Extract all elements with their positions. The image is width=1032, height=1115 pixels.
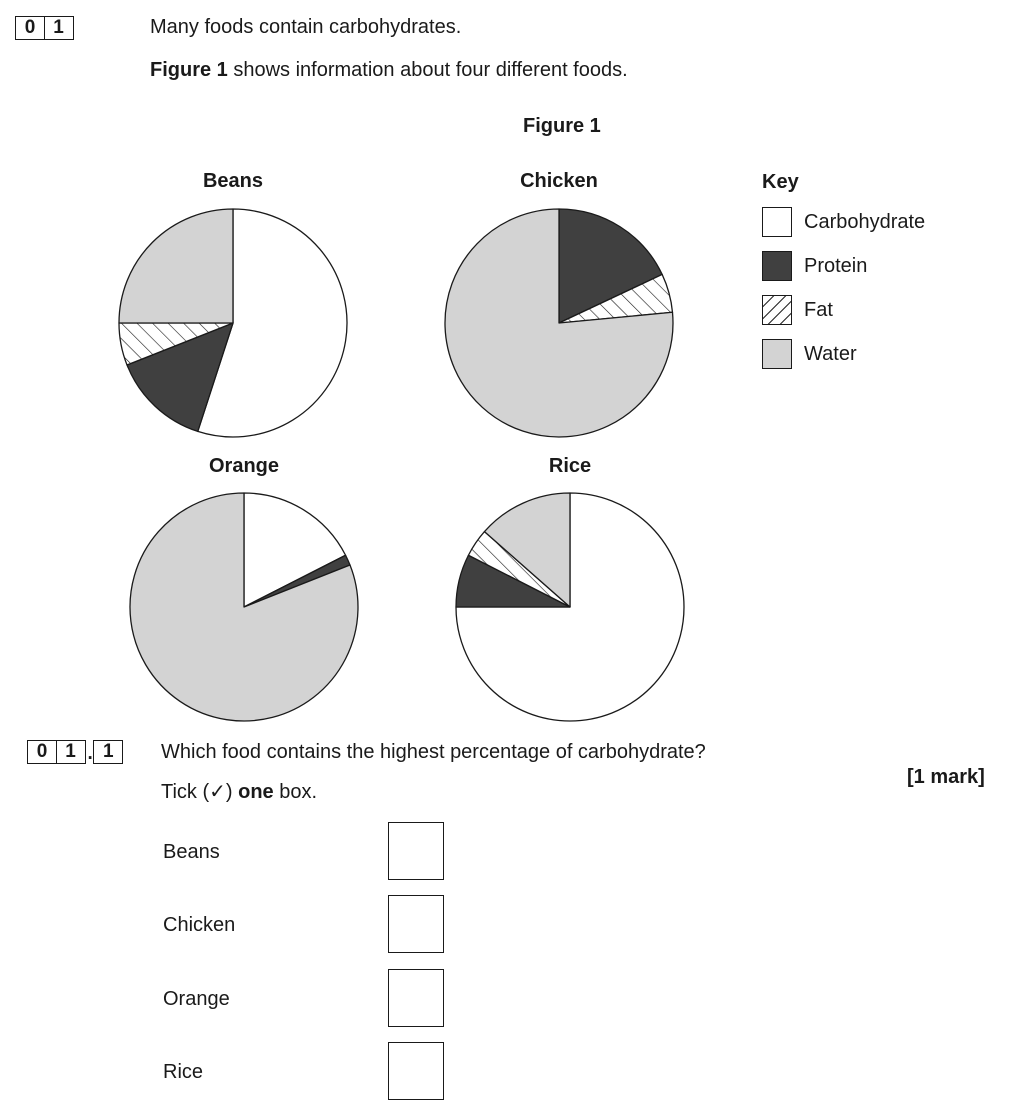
subquestion-dot: . [87,743,93,764]
question-digit: 1 [44,16,74,40]
option-label-beans: Beans [163,841,220,863]
subquestion-digit: 1 [93,740,123,764]
key-label: Water [804,342,857,365]
key-swatch-carbohydrate [762,207,792,237]
pie-title-orange: Orange [208,455,280,477]
tick-box-beans[interactable] [388,822,444,880]
figure-title: Figure 1 [523,115,601,137]
key-swatch-water [762,339,792,369]
intro-text: Many foods contain carbohydrates. [150,16,462,38]
pie-title-chicken: Chicken [520,170,598,192]
key-label: Protein [804,254,868,277]
pie-title-rice: Rice [548,455,592,477]
subquestion-digit: 0 [27,740,57,764]
tick-box-chicken[interactable] [388,895,444,953]
marks-label: [1 mark] [907,766,985,788]
key-item-fat [762,295,833,325]
tick-box-orange[interactable] [388,969,444,1027]
key-swatch-protein [762,251,792,281]
key-item-protein [762,251,867,281]
pie-title-beans: Beans [202,170,264,192]
figure-ref-rest: shows information about four different foods. [227,59,628,81]
tick-instruction [161,779,317,804]
tick-box-rice[interactable] [388,1042,444,1100]
option-label-rice: Rice [163,1061,204,1083]
instruction-pre: Tick (✓) [161,781,239,803]
key-title: Key [762,171,799,193]
subquestion-number [27,740,123,764]
key-item-water [762,339,857,369]
subquestion-digit: 1 [56,740,86,764]
key-swatch-fat [762,295,792,325]
question-digit: 0 [15,16,45,40]
option-label-chicken: Chicken [163,914,236,936]
key-label: Fat [804,298,833,321]
key-item-carbohydrate [762,207,925,237]
instruction-bold: one [238,781,274,803]
instruction-post: box. [273,781,318,803]
option-label-orange: Orange [163,988,230,1010]
figure-ref-bold: Figure 1 [150,59,228,81]
key-label: Carbohydrate [804,210,926,233]
subquestion-prompt: Which food contains the highest percentage of carbohydrate? [161,741,706,763]
